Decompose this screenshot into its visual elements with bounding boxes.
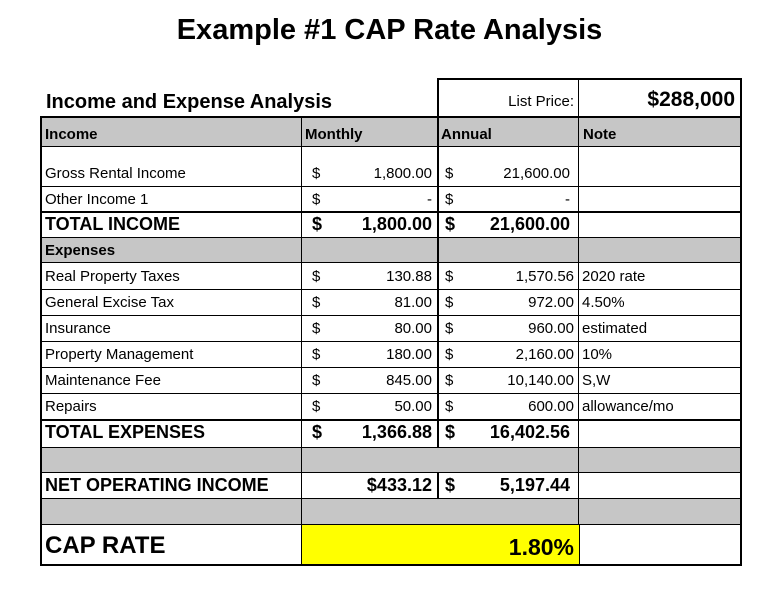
row-label: Other Income 1 — [45, 191, 149, 208]
grid-line — [40, 289, 742, 290]
row-label: Gross Rental Income — [45, 165, 186, 182]
grid-line — [40, 211, 742, 213]
row-label: Property Management — [45, 346, 194, 363]
currency-symbol: $ — [312, 346, 321, 363]
cap-rate-sheet — [40, 78, 742, 565]
grid-line — [40, 186, 742, 187]
total-expenses-monthly: 1,366.88 — [361, 422, 432, 442]
currency-symbol: $ — [445, 346, 454, 363]
monthly-value: - — [427, 191, 432, 208]
currency-symbol: $ — [312, 294, 321, 311]
header-note: Note — [583, 126, 617, 143]
annual-value: - — [565, 191, 570, 208]
spacer-row-2 — [40, 498, 742, 524]
annual-value: 960.00 — [528, 320, 574, 337]
currency-symbol: $ — [445, 475, 456, 495]
grid-line — [40, 315, 742, 316]
currency-symbol: $ — [312, 268, 321, 285]
header-annual: Annual — [441, 126, 492, 143]
expenses-section-row — [40, 237, 742, 262]
noi-label: NET OPERATING INCOME — [45, 475, 269, 495]
spacer-row-1 — [40, 447, 742, 472]
currency-symbol: $ — [312, 214, 323, 234]
monthly-value: 80.00 — [394, 320, 432, 337]
grid-line — [578, 78, 579, 524]
currency-symbol: $ — [312, 165, 321, 182]
grid-line — [40, 419, 742, 421]
row-label: Insurance — [45, 320, 111, 337]
currency-symbol: $ — [445, 214, 456, 234]
monthly-value: 180.00 — [386, 346, 432, 363]
cap-rate-value: 1.80% — [508, 534, 574, 560]
annual-value: 972.00 — [528, 294, 574, 311]
expenses-label: Expenses — [45, 242, 116, 259]
grid-line — [437, 472, 439, 498]
currency-symbol: $ — [445, 320, 454, 337]
list-price-label: List Price: — [508, 93, 574, 110]
note-value: S,W — [582, 372, 611, 389]
currency-symbol: $ — [445, 191, 454, 208]
header-income: Income — [45, 126, 98, 143]
grid-line — [740, 78, 742, 565]
row-label: General Excise Tax — [45, 294, 174, 311]
annual-value: 1,570.56 — [515, 268, 574, 285]
total-income-label: TOTAL INCOME — [45, 214, 180, 234]
note-value: 4.50% — [582, 294, 625, 311]
currency-symbol: $ — [312, 422, 323, 442]
monthly-value: 50.00 — [394, 398, 432, 415]
grid-line — [40, 472, 742, 473]
currency-symbol: $ — [312, 398, 321, 415]
monthly-value: 845.00 — [386, 372, 432, 389]
note-value: 10% — [582, 346, 613, 363]
grid-line — [301, 116, 302, 565]
annual-value: 10,140.00 — [507, 372, 574, 389]
currency-symbol: $ — [445, 165, 454, 182]
grid-line — [40, 116, 742, 118]
monthly-value: 130.88 — [386, 268, 432, 285]
total-income-annual: 21,600.00 — [489, 214, 570, 234]
row-label: Maintenance Fee — [45, 372, 161, 389]
grid-line — [40, 262, 742, 263]
monthly-value: 81.00 — [394, 294, 432, 311]
grid-line — [40, 341, 742, 342]
note-value: 2020 rate — [582, 268, 646, 285]
note-value: estimated — [582, 320, 648, 337]
currency-symbol: $ — [445, 372, 454, 389]
note-value: allowance/mo — [582, 398, 674, 415]
grid-line — [579, 524, 580, 565]
total-expenses-label: TOTAL EXPENSES — [45, 422, 206, 442]
currency-symbol: $ — [312, 191, 321, 208]
noi-annual: 5,197.44 — [499, 475, 570, 495]
currency-symbol: $ — [445, 422, 456, 442]
grid-line — [40, 146, 742, 147]
monthly-value: 1,800.00 — [373, 165, 432, 182]
currency-symbol: $ — [445, 268, 454, 285]
total-expenses-annual: 16,402.56 — [489, 422, 570, 442]
currency-symbol: $ — [312, 372, 321, 389]
cap-rate-label: CAP RATE — [45, 532, 166, 559]
grid-line — [40, 524, 742, 525]
annual-value: 2,160.00 — [515, 346, 574, 363]
header-monthly: Monthly — [305, 126, 363, 143]
grid-line — [437, 78, 439, 447]
grid-line — [40, 564, 742, 566]
total-income-monthly: 1,800.00 — [361, 214, 432, 234]
noi-monthly: $433.12 — [366, 475, 432, 495]
list-price-value: $288,000 — [647, 88, 735, 111]
grid-line — [437, 78, 742, 80]
grid-line — [40, 498, 742, 499]
row-label: Repairs — [45, 398, 97, 415]
grid-line — [40, 393, 742, 394]
annual-value: 21,600.00 — [503, 165, 570, 182]
grid-line — [40, 116, 42, 565]
column-header-row — [40, 116, 742, 146]
row-label: Real Property Taxes — [45, 268, 180, 285]
grid-line — [40, 237, 742, 238]
annual-value: 600.00 — [528, 398, 574, 415]
grid-line — [40, 447, 742, 448]
currency-symbol: $ — [445, 398, 454, 415]
currency-symbol: $ — [445, 294, 454, 311]
section-title: Income and Expense Analysis — [46, 91, 333, 113]
currency-symbol: $ — [312, 320, 321, 337]
grid-line — [40, 367, 742, 368]
page-title: Example #1 CAP Rate Analysis — [176, 14, 603, 46]
